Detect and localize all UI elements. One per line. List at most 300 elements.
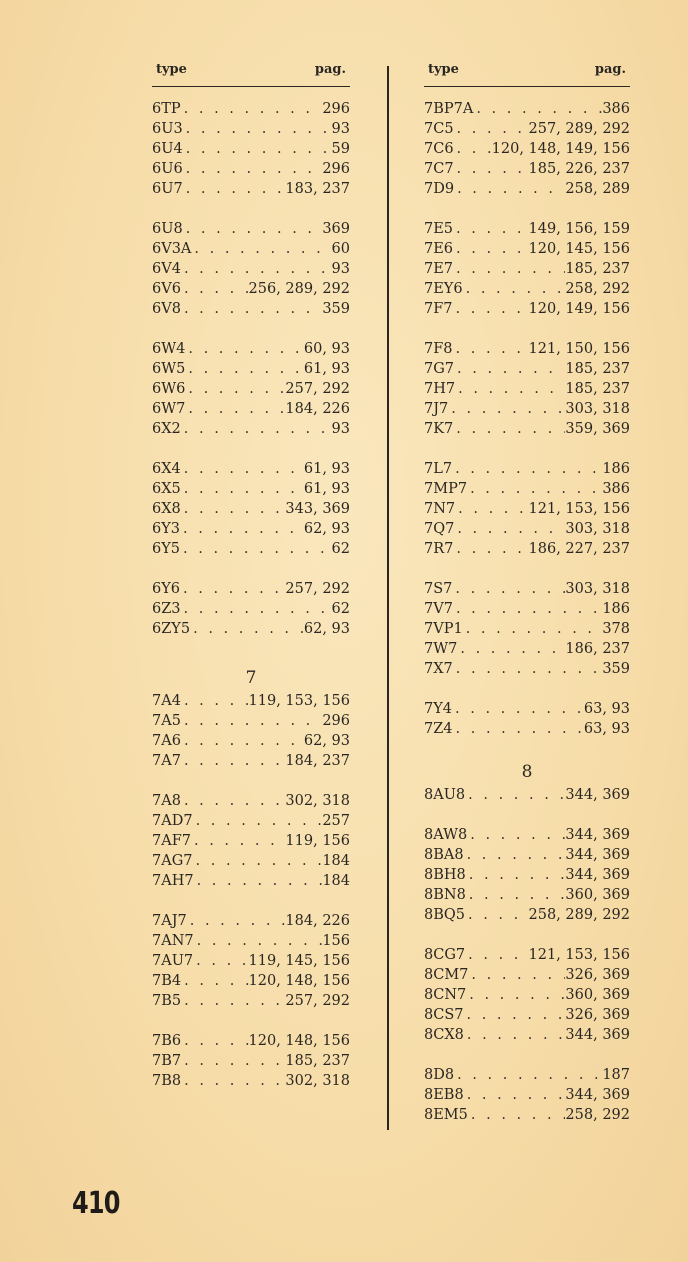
dot-leader	[463, 279, 566, 299]
tube-type: 7N7	[424, 501, 456, 517]
tube-type: 8BA8	[424, 847, 464, 863]
tube-type: 6V6	[152, 281, 181, 297]
page-refs: 360, 369	[565, 987, 630, 1003]
tube-type: 6V3A	[152, 241, 192, 257]
entry-group	[152, 219, 350, 319]
index-entry	[152, 711, 350, 731]
index-entry	[424, 945, 630, 965]
tube-type: 7E7	[424, 261, 454, 277]
tube-type: 8EB8	[424, 1087, 464, 1103]
tube-type: 7F8	[424, 341, 453, 357]
index-entry	[152, 619, 350, 639]
tube-type: 6U8	[152, 221, 183, 237]
entry-group	[424, 945, 630, 1045]
tube-type: 7R7	[424, 541, 454, 557]
tube-type: 7A6	[152, 733, 181, 749]
page-refs: 344, 369	[565, 1027, 630, 1043]
dot-leader	[454, 139, 492, 159]
dot-leader	[181, 299, 322, 319]
entry-group	[152, 911, 350, 1011]
tube-type: 6U7	[152, 181, 183, 197]
dot-leader	[181, 1031, 248, 1051]
dot-leader	[454, 179, 565, 199]
dot-leader	[183, 119, 332, 139]
page-refs: 386	[602, 101, 630, 117]
page-refs: 93	[331, 121, 350, 137]
index-entry	[152, 599, 350, 619]
entry-group	[424, 99, 630, 199]
page-refs: 185, 237	[565, 361, 630, 377]
page-refs: 62	[331, 601, 350, 617]
dot-leader	[452, 699, 584, 719]
type-header: type	[156, 62, 187, 77]
page-refs: 63, 93	[583, 721, 630, 737]
index-entry	[152, 379, 350, 399]
dot-leader	[181, 259, 332, 279]
page-refs: 62, 93	[303, 621, 350, 637]
page-refs: 257, 292	[285, 581, 350, 597]
dot-leader	[468, 965, 565, 985]
index-entry	[424, 299, 630, 319]
dot-leader	[193, 851, 323, 871]
dot-leader	[452, 579, 565, 599]
page-refs: 60, 93	[303, 341, 350, 357]
tube-type: 6W5	[152, 361, 186, 377]
index-entry	[152, 159, 350, 179]
tube-type: 7S7	[424, 581, 453, 597]
dot-leader	[181, 711, 322, 731]
index-entry	[424, 619, 630, 639]
dot-leader	[194, 931, 323, 951]
index-entry	[424, 865, 630, 885]
page-refs: 120, 148, 156	[248, 973, 350, 989]
dot-leader	[453, 539, 528, 559]
page-refs: 186, 237	[565, 641, 630, 657]
index-entry	[152, 811, 350, 831]
dot-leader	[183, 219, 323, 239]
dot-leader	[454, 1065, 602, 1085]
index-entry	[424, 699, 630, 719]
index-entry	[152, 259, 350, 279]
page-refs: 386	[602, 481, 630, 497]
page-refs: 63, 93	[583, 701, 630, 717]
dot-leader	[181, 1071, 285, 1091]
dot-leader	[181, 751, 285, 771]
dot-leader	[183, 159, 323, 179]
page-refs: 156	[322, 933, 350, 949]
page-refs: 61, 93	[303, 481, 350, 497]
page-refs: 93	[331, 421, 350, 437]
tube-type: 6V4	[152, 261, 181, 277]
tube-type: 6Y3	[152, 521, 181, 537]
index-entry	[424, 499, 630, 519]
page-refs: 257, 289, 292	[528, 121, 630, 137]
column-divider	[387, 66, 389, 1130]
tube-type: 7B6	[152, 1033, 182, 1049]
index-entry	[424, 965, 630, 985]
entry-group	[424, 699, 630, 739]
tube-type: 7AD7	[152, 813, 193, 829]
dot-leader	[464, 1085, 566, 1105]
page-refs: 186	[602, 601, 630, 617]
index-entry	[152, 951, 350, 971]
index-entry	[424, 905, 630, 925]
index-entry	[424, 1025, 630, 1045]
entry-group	[424, 1065, 630, 1125]
index-entry	[152, 399, 350, 419]
page-refs: 303, 318	[565, 581, 630, 597]
page-refs: 256, 289, 292	[248, 281, 350, 297]
tube-type: 7Z4	[424, 721, 453, 737]
left-column-header	[152, 62, 350, 87]
tube-type: 7A4	[152, 693, 181, 709]
index-entry	[152, 339, 350, 359]
tube-type: 6X8	[152, 501, 181, 517]
page-refs: 185, 226, 237	[528, 161, 630, 177]
page-refs: 296	[322, 161, 350, 177]
page-refs: 257	[322, 813, 350, 829]
dot-leader	[181, 499, 286, 519]
dot-leader	[466, 885, 566, 905]
page-refs: 344, 369	[565, 1087, 630, 1103]
dot-leader	[181, 971, 248, 991]
left-column	[152, 62, 350, 1111]
tube-type: 8CS7	[424, 1007, 464, 1023]
dot-leader	[453, 239, 528, 259]
page-refs: 187	[602, 1067, 630, 1083]
entry-group	[152, 459, 350, 559]
index-entry	[424, 239, 630, 259]
tube-type: 7B5	[152, 993, 182, 1009]
tube-type: 7AH7	[152, 873, 194, 889]
dot-leader	[181, 791, 285, 811]
tube-type: 7B8	[152, 1073, 182, 1089]
page-refs: 120, 148, 149, 156	[491, 141, 630, 157]
page-refs: 186, 227, 237	[528, 541, 630, 557]
entry-group	[424, 825, 630, 925]
tube-type: 7AN7	[152, 933, 194, 949]
tube-type: 7F7	[424, 301, 453, 317]
page-refs: 359	[602, 661, 630, 677]
page-refs: 258, 289	[565, 181, 630, 197]
tube-type: 6W6	[152, 381, 186, 397]
page-refs: 378	[602, 621, 630, 637]
tube-type: 7Y4	[424, 701, 453, 717]
tube-type: 7AG7	[152, 853, 193, 869]
tube-type: 7MP7	[424, 481, 468, 497]
page-refs: 184	[322, 853, 350, 869]
tube-type: 8BQ5	[424, 907, 465, 923]
tube-type: 8CG7	[424, 947, 466, 963]
index-entry	[152, 479, 350, 499]
page-refs: 59	[331, 141, 350, 157]
entry-group	[152, 579, 350, 639]
page-refs: 149, 156, 159	[528, 221, 630, 237]
tube-type: 6ZY5	[152, 621, 191, 637]
tube-type: 7D9	[424, 181, 455, 197]
dot-leader	[465, 905, 529, 925]
page-refs: 62, 93	[303, 521, 350, 537]
page-refs: 121, 150, 156	[528, 341, 630, 357]
page-refs: 258, 292	[565, 281, 630, 297]
index-entry	[152, 579, 350, 599]
tube-type: 7K7	[424, 421, 454, 437]
dot-leader	[463, 619, 603, 639]
tube-type: 7E6	[424, 241, 454, 257]
dot-leader	[181, 419, 332, 439]
dot-leader	[181, 991, 285, 1011]
tube-type: 7E5	[424, 221, 454, 237]
right-groups-7	[424, 99, 630, 739]
dot-leader	[452, 459, 602, 479]
page-refs: 326, 369	[565, 967, 630, 983]
index-entry	[152, 499, 350, 519]
dot-leader	[183, 139, 332, 159]
index-entry	[424, 99, 630, 119]
page-refs: 257, 292	[285, 993, 350, 1009]
page-refs: 185, 237	[565, 261, 630, 277]
page-refs: 296	[322, 101, 350, 117]
tube-type: 8CN7	[424, 987, 467, 1003]
page-refs: 359	[322, 301, 350, 317]
tube-type: 6X4	[152, 461, 181, 477]
tube-type: 6W7	[152, 401, 186, 417]
index-entry	[424, 1005, 630, 1025]
index-entry	[424, 359, 630, 379]
index-entry	[424, 1085, 630, 1105]
index-entry	[424, 659, 630, 679]
tube-type: 7H7	[424, 381, 456, 397]
index-entry	[424, 539, 630, 559]
index-entry	[152, 279, 350, 299]
index-entry	[152, 991, 350, 1011]
dot-leader	[455, 499, 528, 519]
dot-leader	[180, 539, 332, 559]
index-entry	[152, 691, 350, 711]
index-entry	[424, 719, 630, 739]
entry-group	[152, 99, 350, 199]
page-refs: 186	[602, 461, 630, 477]
dot-leader	[468, 1105, 566, 1125]
dot-leader	[453, 599, 602, 619]
dot-leader	[181, 691, 249, 711]
dot-leader	[453, 259, 565, 279]
tube-type: 7C6	[424, 141, 454, 157]
page-refs: 60	[331, 241, 350, 257]
index-entry	[424, 219, 630, 239]
index-entry	[152, 139, 350, 159]
right-column	[424, 62, 630, 1145]
page-number: 410	[72, 1186, 120, 1221]
index-entry	[424, 159, 630, 179]
page-refs: 257, 292	[285, 381, 350, 397]
index-entry	[424, 399, 630, 419]
tube-type: 8BH8	[424, 867, 466, 883]
page-refs: 326, 369	[565, 1007, 630, 1023]
pag-header: pag.	[594, 62, 626, 77]
page-refs: 119, 153, 156	[248, 693, 350, 709]
page-refs: 183, 237	[285, 181, 350, 197]
page-refs: 61, 93	[303, 461, 350, 477]
index-entry	[152, 219, 350, 239]
dot-leader	[454, 359, 565, 379]
dot-leader	[467, 479, 602, 499]
tube-type: 6X2	[152, 421, 181, 437]
dot-leader	[193, 951, 248, 971]
page-refs: 359, 369	[565, 421, 630, 437]
dot-leader	[454, 159, 529, 179]
dot-leader	[454, 519, 565, 539]
index-entry	[152, 459, 350, 479]
tube-type: 6Z3	[152, 601, 181, 617]
dot-leader	[181, 479, 304, 499]
page-refs: 120, 148, 156	[248, 1033, 350, 1049]
dot-leader	[453, 219, 528, 239]
tube-type: 7A8	[152, 793, 181, 809]
dot-leader	[467, 825, 565, 845]
page-refs: 61, 93	[303, 361, 350, 377]
index-entry	[152, 731, 350, 751]
index-entry	[424, 785, 630, 805]
right-groups-8	[424, 785, 630, 1125]
dot-leader	[453, 299, 529, 319]
type-header: type	[428, 62, 459, 77]
page-refs: 184	[322, 873, 350, 889]
index-entry	[424, 599, 630, 619]
dot-leader	[183, 179, 286, 199]
left-groups-6	[152, 99, 350, 639]
index-entry	[424, 639, 630, 659]
dot-leader	[181, 1051, 285, 1071]
dot-leader	[455, 379, 565, 399]
dot-leader	[454, 119, 529, 139]
tube-type: 7BP7A	[424, 101, 474, 117]
page-refs: 120, 145, 156	[528, 241, 630, 257]
index-entry	[152, 1071, 350, 1091]
dot-leader	[181, 279, 249, 299]
dot-leader	[466, 865, 566, 885]
tube-type: 7AJ7	[152, 913, 187, 929]
dot-leader	[453, 659, 603, 679]
section-heading-7: 7	[245, 668, 257, 688]
index-entry	[152, 239, 350, 259]
dot-leader	[453, 719, 584, 739]
index-entry	[152, 99, 350, 119]
index-entry	[152, 179, 350, 199]
tube-type: 7B4	[152, 973, 182, 989]
tube-type: 7G7	[424, 361, 455, 377]
page-refs: 258, 289, 292	[528, 907, 630, 923]
dot-leader	[191, 831, 285, 851]
tube-type: 8CM7	[424, 967, 469, 983]
dot-leader	[181, 731, 304, 751]
index-entry	[424, 1105, 630, 1125]
dot-leader	[457, 639, 565, 659]
page-refs: 302, 318	[285, 1073, 350, 1089]
page-refs: 121, 153, 156	[528, 947, 630, 963]
index-entry	[152, 931, 350, 951]
tube-type: 7EY6	[424, 281, 463, 297]
tube-type: 7AF7	[152, 833, 191, 849]
entry-group	[424, 579, 630, 679]
dot-leader	[465, 785, 565, 805]
index-entry	[152, 971, 350, 991]
index-entry	[424, 259, 630, 279]
index-entry	[152, 871, 350, 891]
index-entry	[424, 459, 630, 479]
dot-leader	[187, 911, 286, 931]
index-entry	[424, 279, 630, 299]
entry-group	[152, 339, 350, 439]
index-entry	[152, 831, 350, 851]
dot-leader	[190, 619, 304, 639]
tube-type: 8CX8	[424, 1027, 464, 1043]
tube-type: 7C5	[424, 121, 454, 137]
tube-type: 8BN8	[424, 887, 466, 903]
tube-type: 7VP1	[424, 621, 463, 637]
index-entry	[424, 139, 630, 159]
dot-leader	[463, 1005, 565, 1025]
tube-type: 6TP	[152, 101, 181, 117]
page-refs: 62	[331, 541, 350, 557]
index-entry	[152, 539, 350, 559]
page-refs: 344, 369	[565, 867, 630, 883]
dot-leader	[191, 239, 331, 259]
tube-type: 6U3	[152, 121, 183, 137]
tube-type: 7L7	[424, 461, 453, 477]
index-entry	[152, 419, 350, 439]
page-refs: 344, 369	[565, 827, 630, 843]
entry-group	[424, 219, 630, 319]
tube-type: 7C7	[424, 161, 454, 177]
index-entry	[152, 119, 350, 139]
index-entry	[152, 751, 350, 771]
dot-leader	[180, 579, 285, 599]
page-refs: 303, 318	[565, 401, 630, 417]
page-refs: 258, 292	[565, 1107, 630, 1123]
dot-leader	[181, 459, 304, 479]
tube-type: 7AU7	[152, 953, 194, 969]
entry-group	[152, 1031, 350, 1091]
tube-type: 7X7	[424, 661, 453, 677]
page-refs: 184, 226	[285, 401, 350, 417]
dot-leader	[465, 945, 528, 965]
dot-leader	[193, 811, 323, 831]
dot-leader	[185, 339, 304, 359]
index-entry	[424, 179, 630, 199]
tube-type: 6V8	[152, 301, 181, 317]
index-entry	[424, 825, 630, 845]
dot-leader	[181, 599, 332, 619]
dot-leader	[181, 99, 323, 119]
index-entry	[152, 1031, 350, 1051]
tube-type: 7A5	[152, 713, 181, 729]
tube-type: 7J7	[424, 401, 449, 417]
left-groups-7	[152, 691, 350, 1091]
index-entry	[424, 519, 630, 539]
dot-leader	[185, 379, 285, 399]
dot-leader	[466, 985, 565, 1005]
tube-type: 8EM5	[424, 1107, 468, 1123]
tube-type: 7W7	[424, 641, 458, 657]
entry-group	[424, 459, 630, 559]
entry-group	[152, 791, 350, 891]
page-refs: 360, 369	[565, 887, 630, 903]
dot-leader	[194, 871, 323, 891]
dot-leader	[448, 399, 565, 419]
index-entry	[424, 579, 630, 599]
index-entry	[424, 339, 630, 359]
